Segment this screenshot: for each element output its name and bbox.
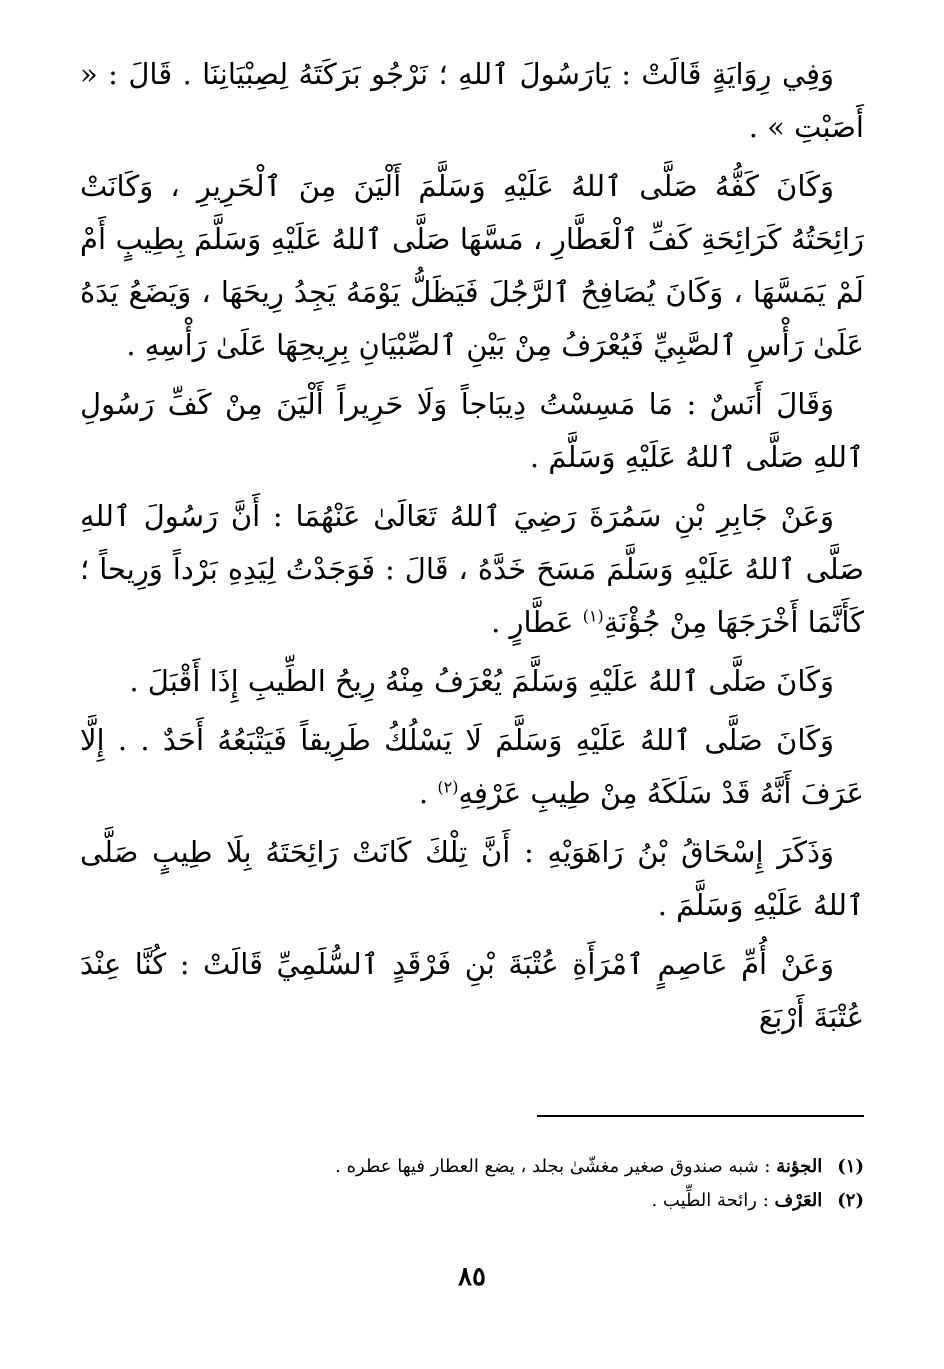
paragraph-3 (80, 378, 864, 484)
footnote-1-term: الجؤنة (776, 1156, 823, 1177)
paragraph-7 (80, 826, 864, 932)
paragraph-7-text: وَذَكَرَ إِسْحَاقُ بْنُ رَاهَوَيْهِ : أَنَّ تِلْكَ كَانَتْ رَائِحَتَهُ بِلَا طِيبٍ صَلَّى ٱللهُ عَلَيْهِ وَسَلَّمَ . (80, 835, 864, 922)
footnote-ref-2[interactable]: (٢) (437, 777, 459, 797)
paragraph-4 (80, 490, 864, 649)
paragraph-5 (80, 655, 864, 708)
paragraph-8-text: وَعَنْ أُمِّ عَاصِمٍ ٱمْرَأَةِ عُتْبَةَ بْنِ فَرْقَدٍ ٱلسُّلَمِيِّ قَالَتْ : كُنَّا عِنْدَ عُتْبَةَ أَرْبَعَ (80, 947, 864, 1034)
paragraph-6-text: وَكَانَ صَلَّى ٱللهُ عَلَيْهِ وَسَلَّمَ لَا يَسْلُكُ طَرِيقاً فَيَتْبَعُهُ أَحَدٌ . . إِلَّا عَرَفَ أَنَّهُ قَدْ سَلَكَهُ مِنْ طِيبِ عَرْفِهِ (80, 723, 864, 810)
paragraph-8 (80, 938, 864, 1044)
paragraph-3-text: وَقَالَ أَنَسٌ : مَا مَسِسْتُ دِيبَاجاً وَلَا حَرِيراً أَلْيَنَ مِنْ كَفِّ رَسُولِ ٱللهِ صَلَّى ٱللهُ عَلَيْهِ وَسَلَّمَ . (80, 387, 864, 474)
footnotes (80, 1150, 864, 1218)
paragraph-5-text: وَكَانَ صَلَّى ٱللهُ عَلَيْهِ وَسَلَّمَ يُعْرَفُ مِنْهُ رِيحُ الطِّيبِ إِذَا أَقْبَلَ . (129, 664, 834, 698)
paragraph-6-end: . (418, 776, 429, 810)
footnote-1-number: (١) (837, 1156, 864, 1177)
paragraph-6 (80, 714, 864, 820)
footnote-divider (537, 1115, 864, 1117)
paragraph-4-text: وَعَنْ جَابِرِ بْنِ سَمُرَةَ رَضِيَ ٱللهُ تَعَالَىٰ عَنْهُمَا : أَنَّ رَسُولَ ٱللهِ صَلَّى ٱللهُ عَلَيْهِ وَسَلَّمَ مَسَحَ خَدَّهُ ، قَالَ : فَوَجَدْتُ لِيَدِهِ بَرْداً وَرِيحاً ؛ كَأَنَّمَا أَخْرَجَهَا مِنْ جُؤْنَةِ (80, 499, 864, 639)
paragraph-1-text: وَفِي رِوَايَةٍ قَالَتْ : يَارَسُولَ ٱللهِ ؛ نَرْجُو بَرَكَتَهُ لِصِبْيَانِنَا . قَالَ : « أَصَبْتِ » . (80, 57, 864, 144)
paragraph-2 (80, 160, 864, 372)
footnote-2-text: : رائحة الطِّيب . (651, 1190, 769, 1211)
paragraph-1 (80, 48, 864, 154)
footnote-1-text: : شبه صندوق صغير مغشّىٰ بجلد ، يضع العطار فيها عطره . (335, 1156, 771, 1177)
page-number: ٨٥ (458, 1262, 486, 1292)
footnote-1 (80, 1150, 864, 1184)
footnote-2-number: (٢) (837, 1190, 864, 1211)
paragraph-2-text: وَكَانَ كَفُّهُ صَلَّى ٱللهُ عَلَيْهِ وَسَلَّمَ أَلْيَنَ مِنَ ٱلْحَرِيرِ ، وَكَانَتْ رَائِحَتُهُ كَرَائِحَةِ كَفِّ ٱلْعَطَّارِ ، مَسَّهَا صَلَّى ٱللهُ عَلَيْهِ وَسَلَّمَ بِطِيبٍ أَمْ لَمْ يَمَسَّهَا ، وَكَانَ يُصَافِحُ ٱلرَّجُلَ فَيَظَلُّ يَوْمَهُ يَجِدُ رِيحَهَا ، وَيَضَعُ يَدَهُ عَلَىٰ رَأْسِ ٱلصَّبِيِّ فَيُعْرَفُ مِنْ بَيْنِ ٱلصِّبْيَانِ بِرِيحِهَا عَلَىٰ رَأْسِهِ . (80, 169, 864, 362)
main-text (80, 48, 864, 1050)
footnote-ref-1[interactable]: (١) (582, 606, 604, 626)
footnote-2-term: العَرْف (774, 1190, 823, 1211)
paragraph-4-end: عَطَّارٍ . (491, 605, 574, 639)
footnote-2 (80, 1184, 864, 1218)
